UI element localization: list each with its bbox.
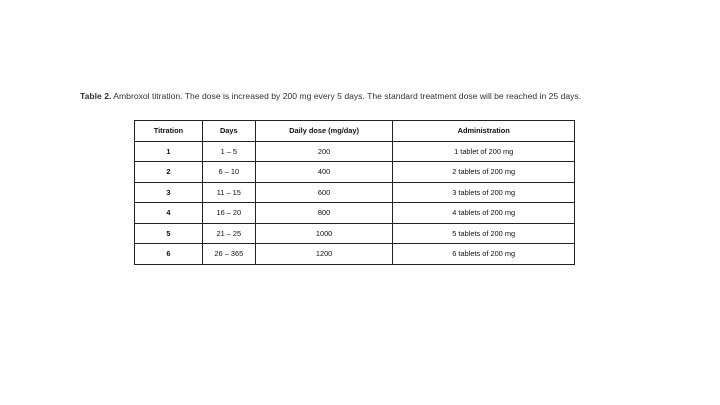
cell-daily-dose: 1000: [255, 223, 393, 244]
cell-daily-dose: 400: [255, 162, 393, 183]
cell-titration: 6: [135, 244, 203, 265]
table-caption-text: Ambroxol titration. The dose is increased by 200 mg every 5 days. The standard treatment dose will be reached in 25 days.: [111, 91, 582, 101]
table-row: [135, 244, 575, 265]
cell-daily-dose: 600: [255, 182, 393, 203]
cell-titration: 4: [135, 203, 203, 224]
titration-table: [134, 120, 575, 265]
cell-administration: 3 tablets of 200 mg: [393, 182, 575, 203]
table-caption-label: Table 2.: [80, 91, 112, 101]
cell-titration: 3: [135, 182, 203, 203]
cell-days: 21 – 25: [202, 223, 255, 244]
cell-days: 1 – 5: [202, 141, 255, 162]
header-daily-dose: Daily dose (mg/day): [255, 121, 393, 142]
cell-daily-dose: 1200: [255, 244, 393, 265]
header-days: Days: [202, 121, 255, 142]
table-row: [135, 223, 575, 244]
cell-administration: 4 tablets of 200 mg: [393, 203, 575, 224]
table-row: [135, 203, 575, 224]
cell-titration: 2: [135, 162, 203, 183]
cell-titration: 5: [135, 223, 203, 244]
table-caption: [80, 91, 700, 102]
cell-days: 16 – 20: [202, 203, 255, 224]
header-titration: Titration: [135, 121, 203, 142]
cell-daily-dose: 800: [255, 203, 393, 224]
table-row: [135, 162, 575, 183]
table-row: [135, 141, 575, 162]
table-header-row: [135, 121, 575, 142]
cell-days: 26 – 365: [202, 244, 255, 265]
cell-days: 6 – 10: [202, 162, 255, 183]
cell-daily-dose: 200: [255, 141, 393, 162]
cell-titration: 1: [135, 141, 203, 162]
cell-administration: 5 tablets of 200 mg: [393, 223, 575, 244]
table-row: [135, 182, 575, 203]
cell-administration: 1 tablet of 200 mg: [393, 141, 575, 162]
cell-administration: 6 tablets of 200 mg: [393, 244, 575, 265]
header-administration: Administration: [393, 121, 575, 142]
cell-administration: 2 tablets of 200 mg: [393, 162, 575, 183]
cell-days: 11 – 15: [202, 182, 255, 203]
